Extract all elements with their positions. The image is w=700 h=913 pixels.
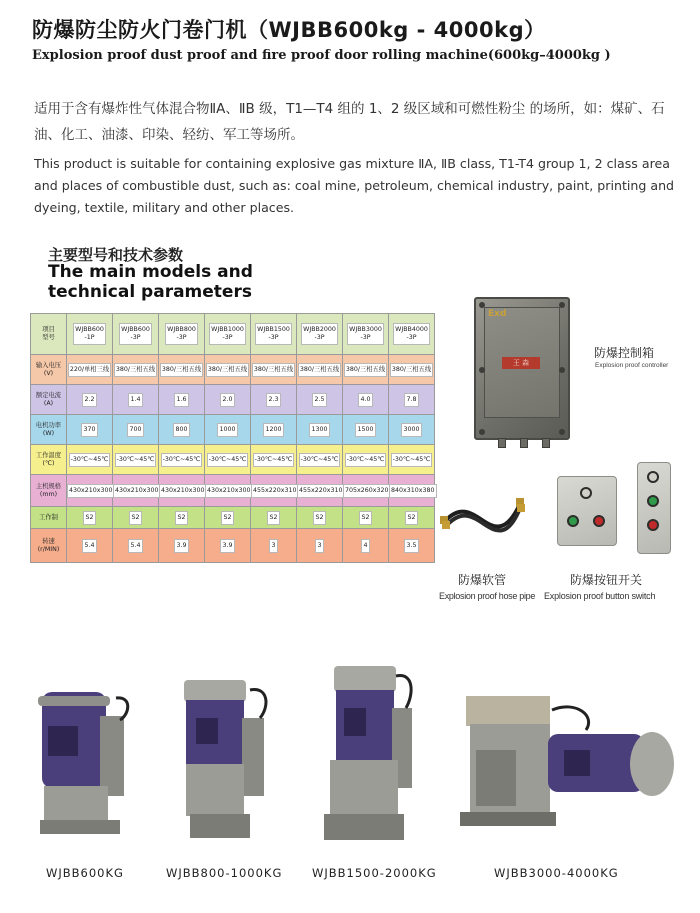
table-cell-value: 3.5 (404, 539, 418, 553)
table-cell (297, 507, 343, 529)
table-cell (205, 529, 251, 563)
table-cell (159, 415, 205, 445)
table-cell-value: 380/三相五线 (298, 363, 341, 377)
table-cell-value: 840x310x380 (389, 484, 437, 498)
motor-label-wjbb800-1000: WJBB800-1000KG (166, 866, 283, 880)
table-cell-value: S2 (221, 511, 233, 525)
table-cell (205, 385, 251, 415)
table-cell (205, 355, 251, 385)
table-cell-value: 380/三相五线 (390, 363, 433, 377)
table-cell (67, 385, 113, 415)
table-row (31, 415, 435, 445)
table-cell-value: 380/三相五线 (252, 363, 295, 377)
controller-label-cn: 防爆控制箱 (594, 346, 655, 360)
table-cell-value: S2 (267, 511, 279, 525)
table-cell-value: WJBB1000 -3P (209, 323, 246, 345)
motor-wjbb600-image (34, 686, 134, 846)
table-cell (67, 314, 113, 355)
motor-label-wjbb600: WJBB600KG (46, 866, 124, 880)
params-heading-en-line1: The main models and (48, 262, 253, 282)
table-cell-value: 380/三相五线 (160, 363, 203, 377)
table-cell-value: 3000 (401, 423, 421, 437)
table-cell-value: S2 (83, 511, 95, 525)
table-cell (205, 415, 251, 445)
table-cell-value: 4.0 (358, 393, 372, 407)
table-cell (297, 385, 343, 415)
table-cell-value: 3.9 (174, 539, 188, 553)
table-row-label: 额定电流 (A) (31, 385, 67, 415)
controller-mark: Exd (488, 309, 507, 319)
table-cell-value: -30℃~45℃ (391, 453, 433, 467)
page-title: 防爆防尘防火门卷门机（WJBB600kg - 4000kg） (32, 18, 546, 42)
table-cell (113, 507, 159, 529)
table-cell-value: -30℃~45℃ (69, 453, 111, 467)
table-cell (113, 415, 159, 445)
table-row-label: 工作制 (31, 507, 67, 529)
table-cell (159, 507, 205, 529)
table-row-label: 项目 型号 (31, 314, 67, 355)
motor-label-wjbb3000-4000: WJBB3000-4000KG (494, 866, 619, 880)
table-cell-value: 3.9 (220, 539, 234, 553)
table-cell-value: 7.8 (404, 393, 418, 407)
table-cell-value: 1200 (263, 423, 283, 437)
table-cell (343, 475, 389, 507)
table-cell (159, 475, 205, 507)
table-cell-value: 2.3 (266, 393, 280, 407)
table-cell-value: 1.6 (174, 393, 188, 407)
table-cell-value: 1500 (355, 423, 375, 437)
table-cell (389, 355, 435, 385)
table-cell-value: 4 (361, 539, 369, 553)
table-cell-value: 1300 (309, 423, 329, 437)
params-heading-en (48, 262, 253, 302)
table-cell (297, 314, 343, 355)
table-row (31, 385, 435, 415)
table-cell (297, 445, 343, 475)
table-cell (343, 529, 389, 563)
table-cell (389, 529, 435, 563)
table-cell (205, 445, 251, 475)
table-cell (343, 507, 389, 529)
table-cell-value: WJBB3000 -3P (347, 323, 384, 345)
motor-label-wjbb1500-2000: WJBB1500-2000KG (312, 866, 437, 880)
table-cell (205, 475, 251, 507)
table-row (31, 445, 435, 475)
table-cell (251, 445, 297, 475)
table-cell-value: S2 (129, 511, 141, 525)
table-cell (159, 385, 205, 415)
hose-label-cn: 防爆软管 (458, 573, 507, 587)
table-cell-value: 3 (269, 539, 277, 553)
table-cell-value: 2.0 (220, 393, 234, 407)
table-row (31, 507, 435, 529)
table-cell (67, 529, 113, 563)
table-cell (297, 475, 343, 507)
table-row-label: 电机功率 (W) (31, 415, 67, 445)
table-cell-value: WJBB600 -3P (119, 323, 152, 345)
params-heading-en-line2: technical parameters (48, 282, 252, 302)
button-switch-small-image (557, 476, 617, 546)
table-cell (343, 415, 389, 445)
table-cell-value: S2 (313, 511, 325, 525)
table-cell (251, 314, 297, 355)
table-cell (297, 355, 343, 385)
table-cell-value: S2 (175, 511, 187, 525)
table-cell-value: 705x260x320 (343, 484, 391, 498)
table-row (31, 475, 435, 507)
table-cell (343, 355, 389, 385)
table-cell-value: WJBB800 -3P (165, 323, 198, 345)
table-cell-value: 430x210x300 (205, 484, 253, 498)
description-en: This product is suitable for containing explosive gas mixture ⅡA, ⅡB class, T1-T4 group 1, 2 class area and places of combustible dust, such as: coal mine, petroleum, chemical industry, paint, printing and dyeing, textile, military and other places. (34, 156, 675, 215)
table-cell (297, 415, 343, 445)
table-cell (389, 445, 435, 475)
table-cell (113, 445, 159, 475)
controller-plate (502, 357, 540, 369)
table-cell-value: 800 (173, 423, 189, 437)
table-cell (251, 529, 297, 563)
table-cell (297, 529, 343, 563)
table-cell (67, 445, 113, 475)
table-cell (389, 314, 435, 355)
table-cell-value: 2.5 (312, 393, 326, 407)
table-cell-value: 380/三相五线 (344, 363, 387, 377)
table-cell-value: 455x220x310 (297, 484, 345, 498)
motor-wjbb1500-2000-image (318, 664, 418, 848)
parameter-table (30, 313, 435, 563)
table-row-label: 输入电压 (V) (31, 355, 67, 385)
button-switch-tall-image (637, 462, 671, 554)
table-cell (343, 385, 389, 415)
table-row (31, 355, 435, 385)
table-cell (159, 529, 205, 563)
table-cell (205, 314, 251, 355)
table-row (31, 529, 435, 563)
table-cell (113, 529, 159, 563)
hose-label-en: Explosion proof hose pipe (439, 591, 536, 601)
table-cell-value: 700 (127, 423, 143, 437)
table-cell-value: 380/三相五线 (206, 363, 249, 377)
table-cell-value: WJBB2000 -3P (301, 323, 338, 345)
table-cell (389, 415, 435, 445)
table-cell-value: 430x210x300 (67, 484, 115, 498)
table-cell (113, 314, 159, 355)
table-cell (343, 314, 389, 355)
table-row (31, 314, 435, 355)
table-cell-value: 370 (81, 423, 97, 437)
controller-box-image (474, 297, 570, 440)
hose-pipe-image (440, 494, 526, 542)
params-heading-cn: 主要型号和技术参数 (48, 246, 184, 264)
table-cell (67, 475, 113, 507)
description-cn: 适用于含有爆炸性气体混合物ⅡA、ⅡB 级，T1—T4 组的 1、2 级区域和可燃性粉尘 的场所，如：煤矿、石油、化工、油漆、印染、轻纺、军工等场所。 (34, 101, 665, 143)
table-cell-value: 3 (315, 539, 323, 553)
table-cell-value: -30℃~45℃ (299, 453, 341, 467)
table-cell (251, 355, 297, 385)
table-cell-value: 380/三相五线 (114, 363, 157, 377)
page-subtitle: Explosion proof dust proof and fire proof door rolling machine(600kg–4000kg ) (32, 48, 611, 63)
table-row-label: 转速 (r/MIN) (31, 529, 67, 563)
table-cell (67, 355, 113, 385)
table-cell (251, 415, 297, 445)
table-cell-value: WJBB1500 -3P (255, 323, 292, 345)
table-cell (67, 507, 113, 529)
table-cell-value: 430x210x300 (159, 484, 207, 498)
table-cell-value: -30℃~45℃ (207, 453, 249, 467)
table-cell (389, 507, 435, 529)
motor-wjbb800-1000-image (178, 678, 278, 846)
table-cell (343, 445, 389, 475)
table-cell-value: -30℃~45℃ (115, 453, 157, 467)
table-cell-value: WJBB4000 -3P (393, 323, 430, 345)
table-cell-value: 5.4 (128, 539, 142, 553)
table-row-label: 工作温度 (℃) (31, 445, 67, 475)
table-cell-value: 430x210x300 (113, 484, 161, 498)
table-cell (205, 507, 251, 529)
table-cell (113, 385, 159, 415)
table-cell (67, 415, 113, 445)
table-cell (389, 385, 435, 415)
table-cell-value: 220/单相三线 (68, 363, 111, 377)
table-cell (251, 507, 297, 529)
controller-label-en: Explosion proof controller (595, 362, 669, 369)
table-cell-value: 1000 (217, 423, 237, 437)
table-cell (251, 475, 297, 507)
table-cell-value: S2 (359, 511, 371, 525)
table-cell-value: 1.4 (128, 393, 142, 407)
controller-plate-text: 王 森 (512, 359, 530, 367)
table-cell-value: S2 (405, 511, 417, 525)
table-cell-value: -30℃~45℃ (253, 453, 295, 467)
table-cell (389, 475, 435, 507)
table-cell (159, 445, 205, 475)
table-cell-value: -30℃~45℃ (161, 453, 203, 467)
table-cell-value: 455x220x310 (251, 484, 299, 498)
table-cell (159, 355, 205, 385)
table-cell-value: WJBB600 -1P (73, 323, 106, 345)
table-cell-value: 2.2 (82, 393, 96, 407)
table-cell-value: -30℃~45℃ (345, 453, 387, 467)
table-cell (251, 385, 297, 415)
table-cell (113, 355, 159, 385)
motor-wjbb3000-4000-image (456, 690, 686, 850)
table-cell (113, 475, 159, 507)
table-cell (159, 314, 205, 355)
table-cell-value: 5.4 (82, 539, 96, 553)
button-switch-label-en: Explosion proof button switch (544, 591, 656, 601)
button-switch-label-cn: 防爆按钮开关 (570, 573, 643, 587)
table-row-label: 主机规格 (mm) (31, 475, 67, 507)
